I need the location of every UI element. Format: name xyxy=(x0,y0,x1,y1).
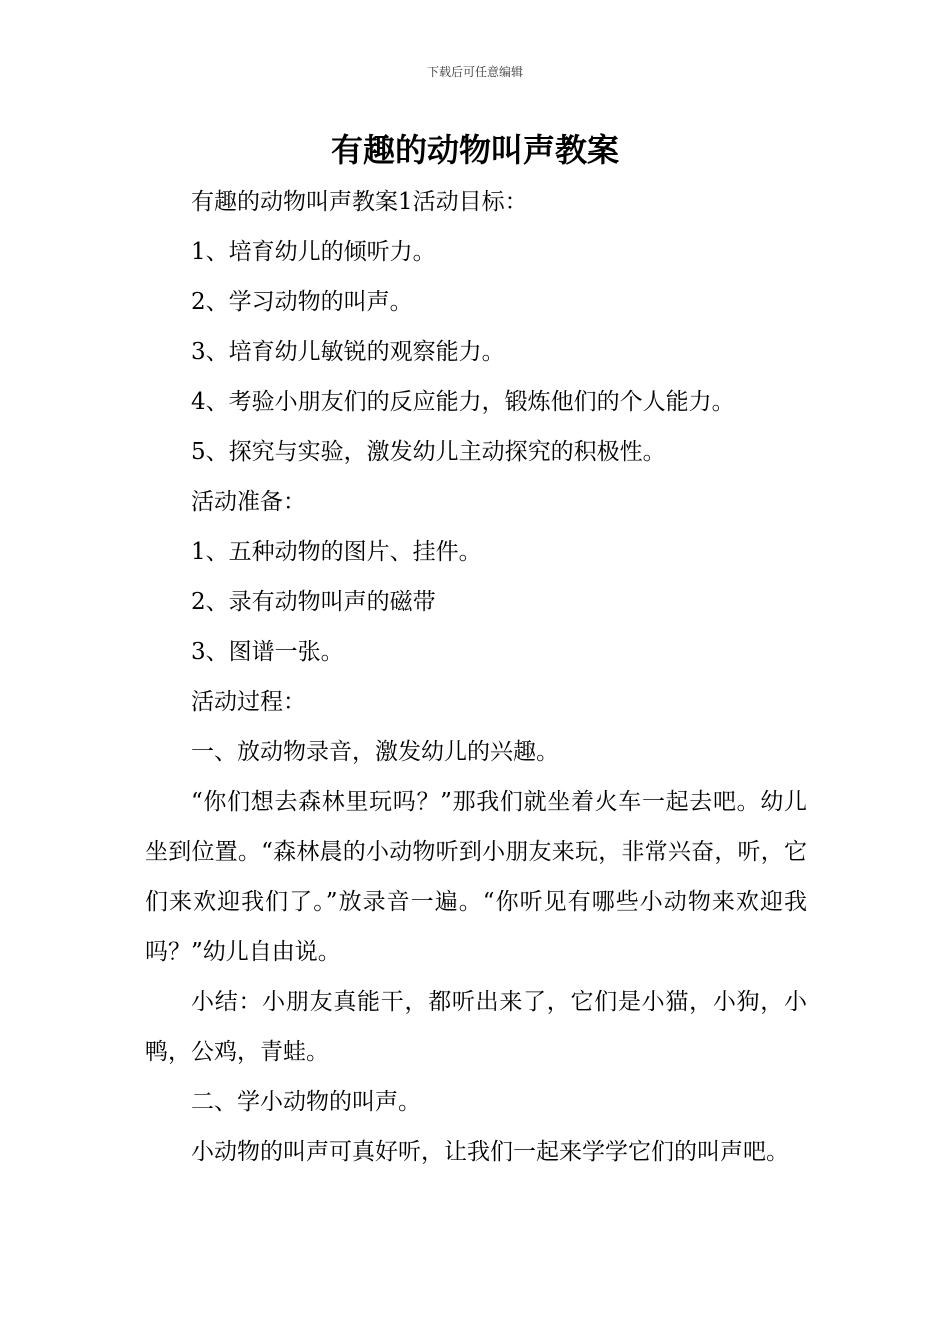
document-body xyxy=(145,177,807,1177)
paragraph: 有趣的动物叫声教案1活动目标： xyxy=(191,189,528,215)
paragraph: 3、培育幼儿敏锐的观察能力。 xyxy=(191,339,505,365)
paragraph: 2、录有动物叫声的磁带 xyxy=(191,589,436,615)
paragraph: 3、图谱一张。 xyxy=(191,639,344,665)
paragraph: 1、培育幼儿的倾听力。 xyxy=(191,239,436,265)
paragraph: 5、探究与实验，激发幼儿主动探究的积极性。 xyxy=(191,439,666,465)
paragraph: 小结：小朋友真能干，都听出来了，它们是小猫，小狗，小鸭，公鸡，青蛙。 xyxy=(145,989,807,1065)
paragraph: 小动物的叫声可真好听，让我们一起来学学它们的叫声吧。 xyxy=(191,1139,789,1165)
document-title: 有趣的动物叫声教案 xyxy=(330,131,619,169)
paragraph: 活动准备： xyxy=(191,489,306,515)
paragraph: 2、学习动物的叫声。 xyxy=(191,289,413,315)
paragraph: 活动过程： xyxy=(191,689,306,715)
paragraph: 4、考验小朋友们的反应能力，锻炼他们的个人能力。 xyxy=(191,389,735,415)
header-note: 下载后可任意编辑 xyxy=(426,65,523,79)
paragraph: 一、放动物录音，激发幼儿的兴趣。 xyxy=(191,739,559,765)
paragraph: “你们想去森林里玩吗？”那我们就坐着火车一起去吧。幼儿坐到位置。“森林晨的小动物听到小朋友来玩，非常兴奋，听，它们来欢迎我们了。”放录音一遍。“你听见有哪些小动物来欢迎我吗？”幼儿自由说。 xyxy=(145,789,807,965)
paragraph: 1、五种动物的图片、挂件。 xyxy=(191,539,482,565)
paragraph: 二、学小动物的叫声。 xyxy=(191,1089,421,1115)
